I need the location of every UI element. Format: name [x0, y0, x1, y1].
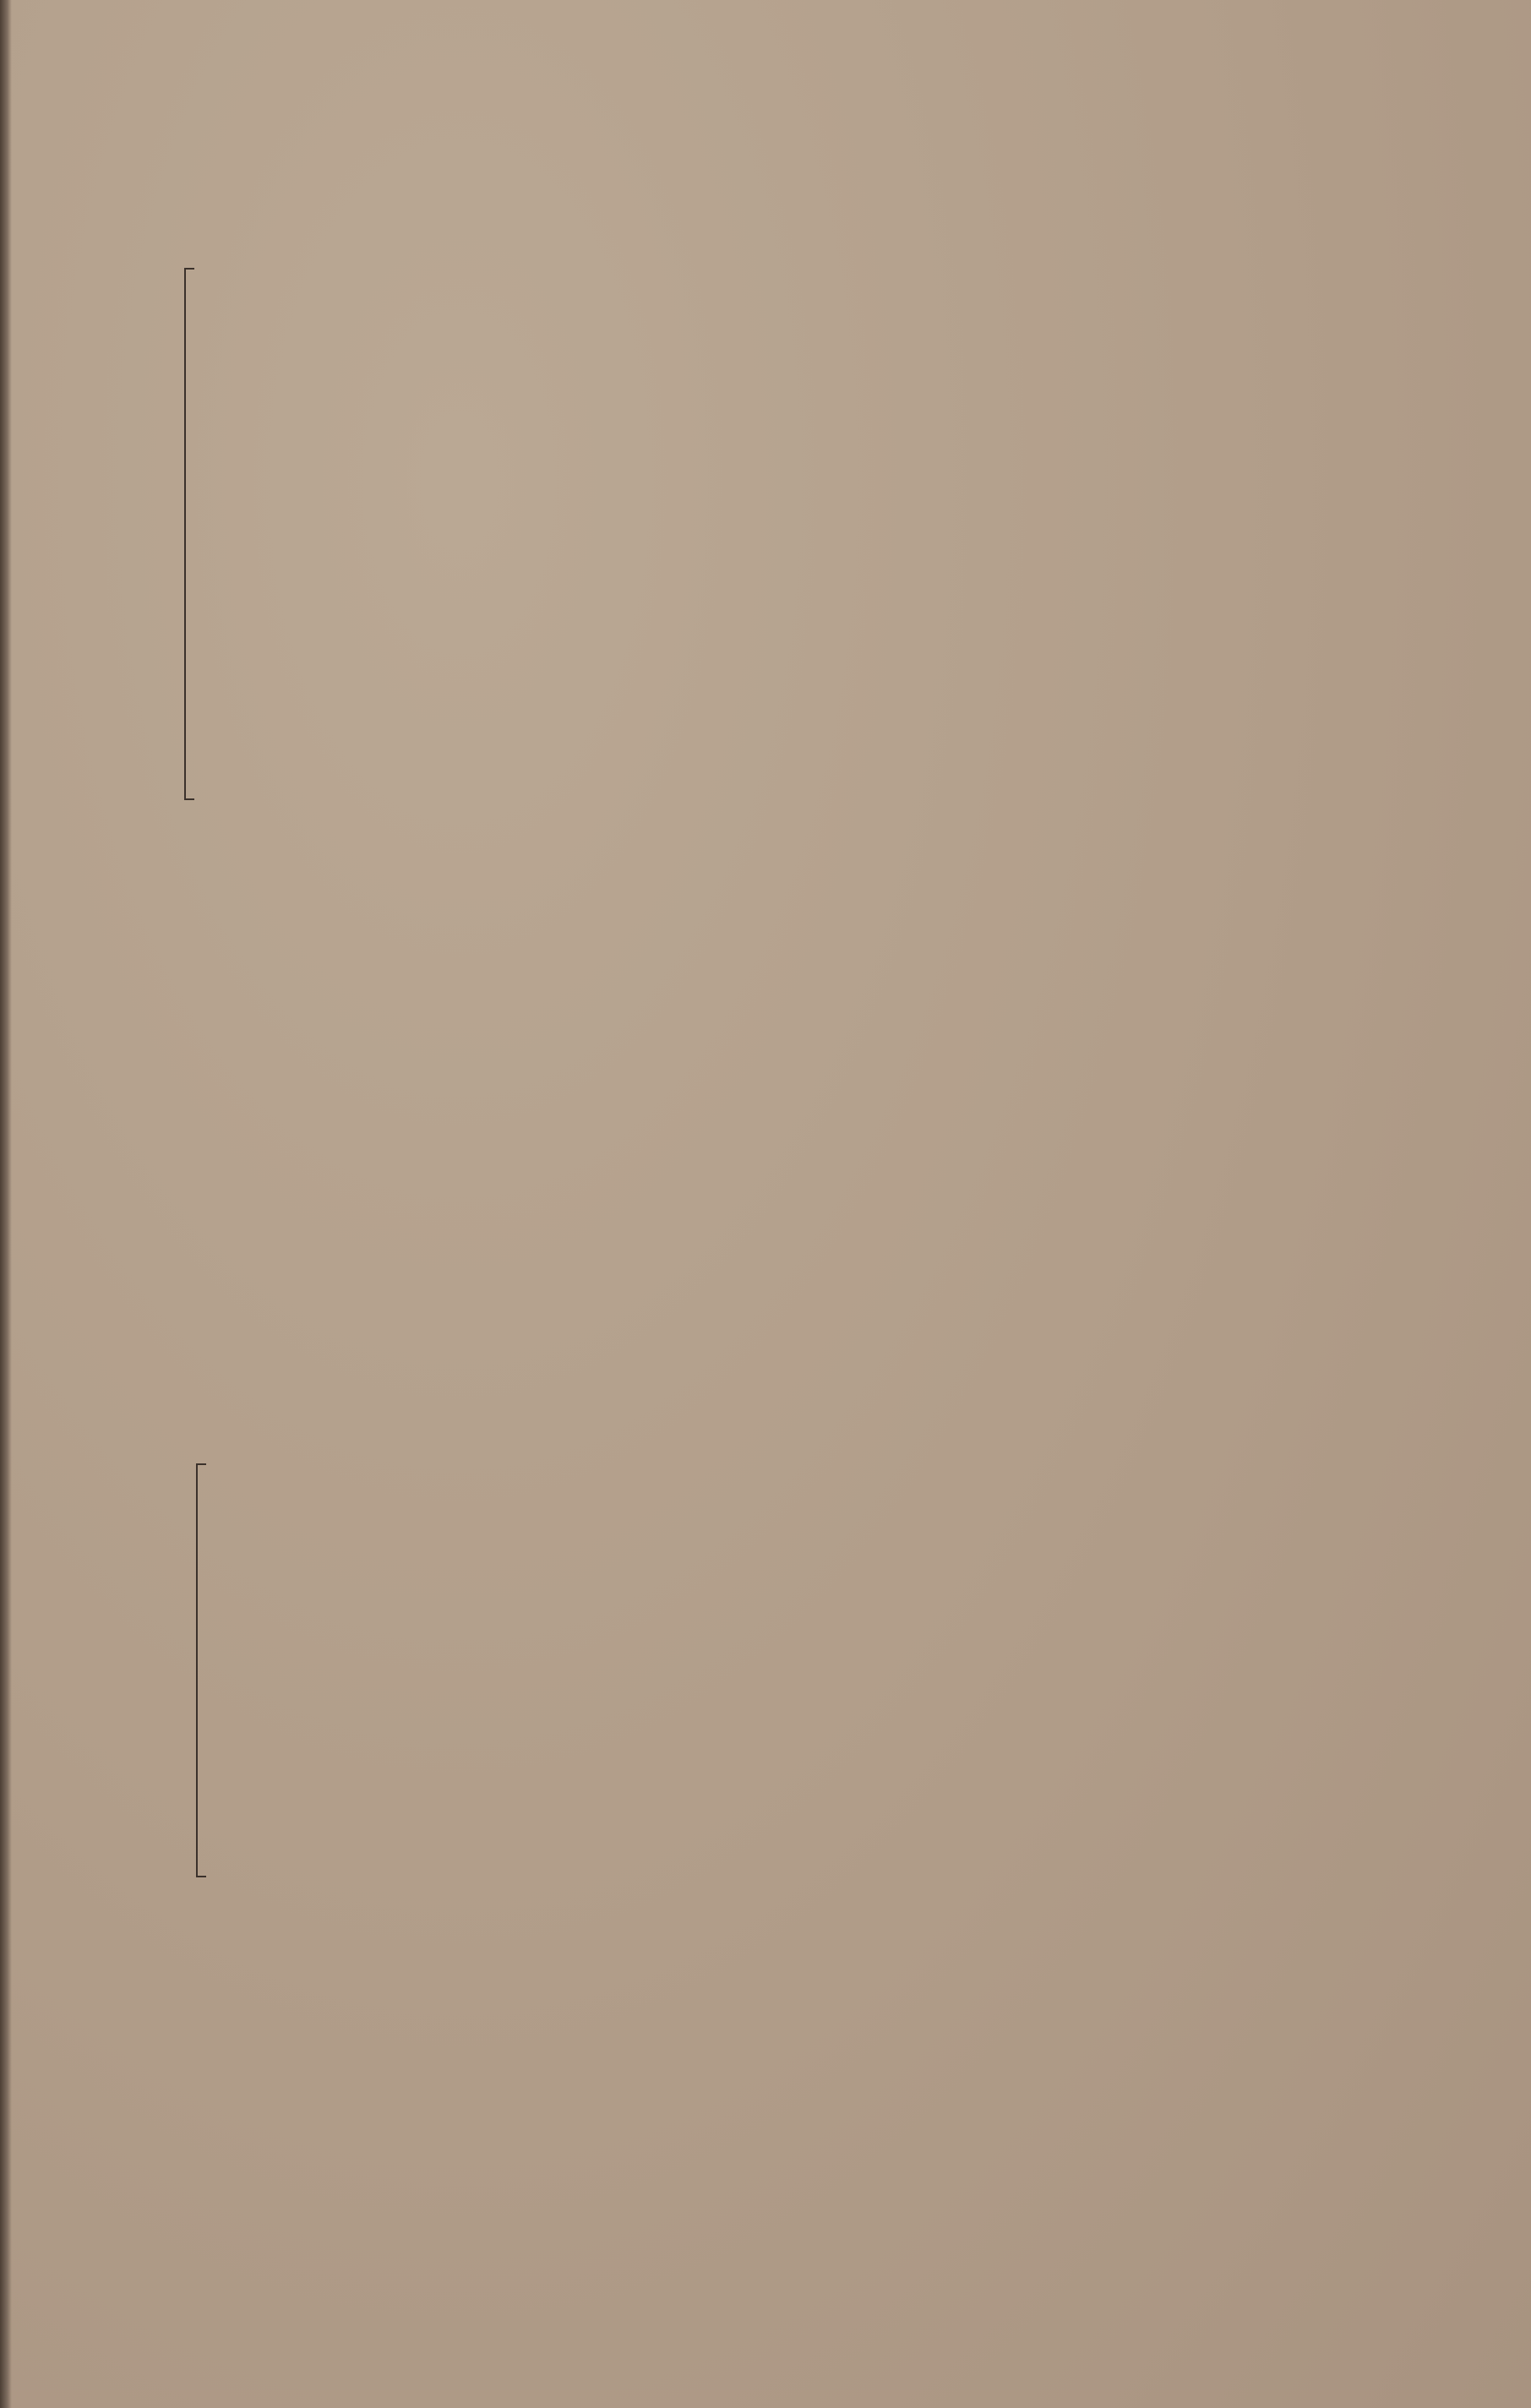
brace-charges: [196, 1463, 198, 1877]
page-spine-shadow: [0, 0, 12, 2408]
brace-general: [184, 268, 186, 800]
indian-education-row: [0, 882, 1531, 919]
